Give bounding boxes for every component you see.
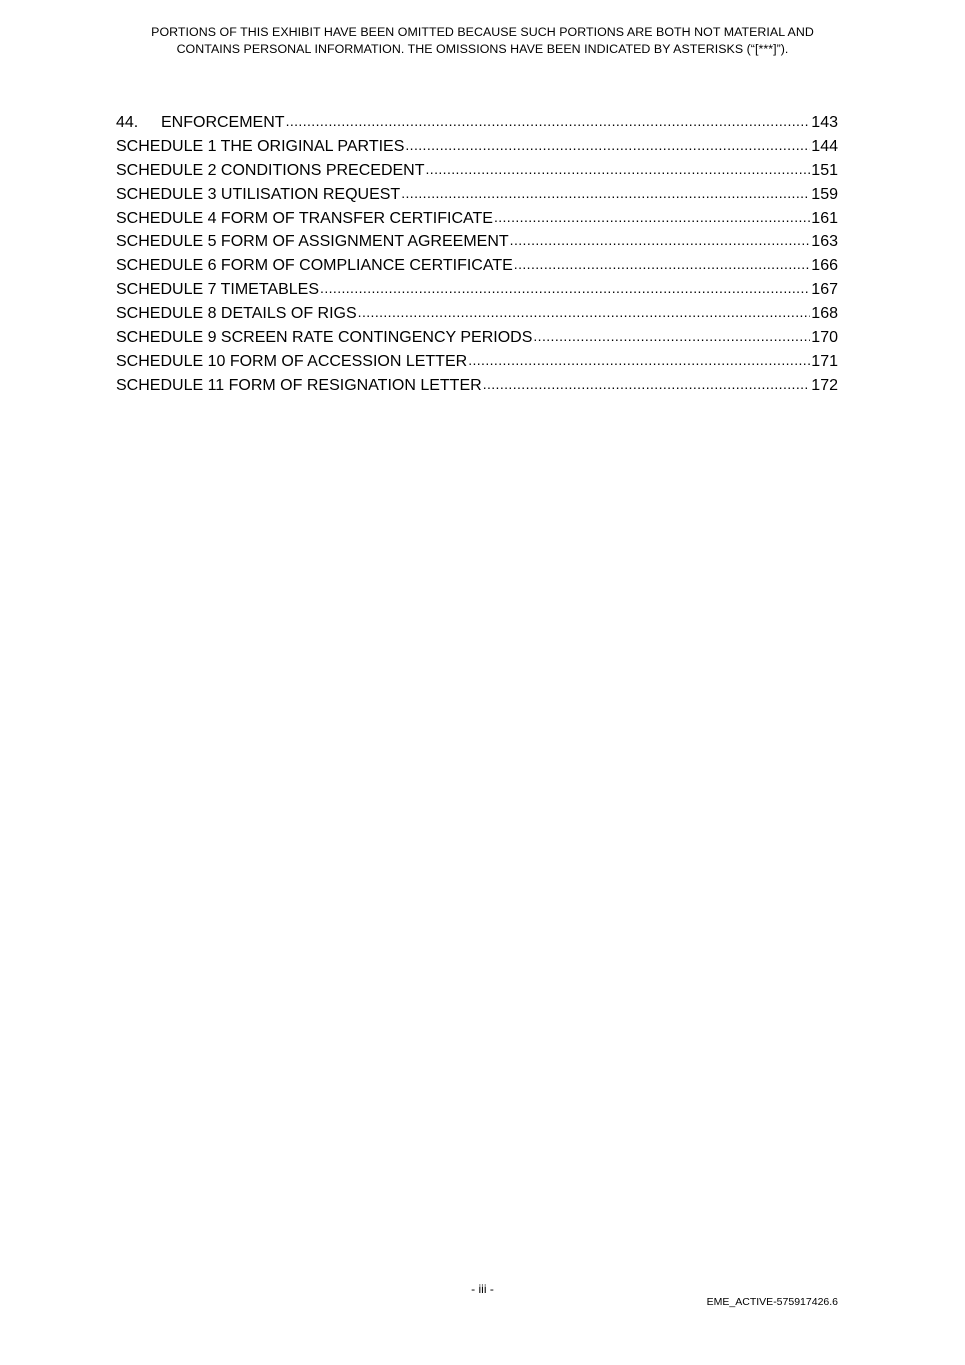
toc-entry-title: SCHEDULE 4 FORM OF TRANSFER CERTIFICATE [116,209,493,227]
redaction-notice [100,24,865,58]
table-of-contents [116,111,838,398]
toc-entry-page: 171 [811,352,838,370]
toc-entry-title: SCHEDULE 7 TIMETABLES [116,281,320,299]
toc-entry[interactable] [116,111,838,135]
toc-entry-title: SCHEDULE 6 FORM OF COMPLIANCE CERTIFICATE [116,257,513,275]
toc-entry-page: 143 [811,114,838,131]
redaction-notice-line-2: CONTAINS PERSONAL INFORMATION. THE OMISSIONS HAVE BEEN INDICATED BY ASTERISKS (“[***]”). [176,42,789,56]
toc-entry[interactable] [116,302,838,326]
toc-entry-title: SCHEDULE 5 FORM OF ASSIGNMENT AGREEMENT [116,233,509,251]
toc-entry[interactable] [116,135,838,159]
toc-entry-page: 166 [811,257,838,275]
toc-dot-leader [286,110,811,134]
toc-dot-leader [358,301,811,325]
toc-entry[interactable] [116,159,838,183]
toc-dot-leader [401,182,810,206]
toc-entry-title: ENFORCEMENT [161,114,285,131]
toc-entry-page: 168 [811,305,838,323]
toc-entry-page: 144 [811,137,838,155]
redaction-notice-line-1: PORTIONS OF THIS EXHIBIT HAVE BEEN OMITTED BECAUSE SUCH PORTIONS ARE BOTH NOT MATERIAL AND [151,25,814,39]
toc-dot-leader [494,206,810,230]
toc-entry-page: 170 [811,329,838,347]
toc-entry-page: 167 [811,281,838,299]
document-reference: EME_ACTIVE-575917426.6 [706,1296,838,1308]
toc-dot-leader [510,229,811,253]
toc-entry-title: SCHEDULE 11 FORM OF RESIGNATION LETTER [116,376,482,394]
toc-entry[interactable] [116,326,838,350]
toc-entry[interactable] [116,254,838,278]
toc-dot-leader [533,325,810,349]
toc-entry[interactable] [116,374,838,398]
toc-entry[interactable] [116,183,838,207]
toc-dot-leader [426,158,811,182]
toc-entry[interactable] [116,207,838,231]
toc-dot-leader [468,349,810,373]
toc-entry-title: SCHEDULE 3 UTILISATION REQUEST [116,185,401,203]
toc-entry-page: 163 [811,233,838,251]
toc-dot-leader [514,253,811,277]
page-number: - iii - [471,1282,494,1296]
toc-entry[interactable] [116,350,838,374]
toc-entry-title: SCHEDULE 2 CONDITIONS PRECEDENT [116,161,425,179]
toc-entry[interactable] [116,278,838,302]
toc-entry-title: SCHEDULE 9 SCREEN RATE CONTINGENCY PERIODS [116,329,533,347]
toc-entry-page: 161 [811,209,838,227]
toc-dot-leader [320,277,810,301]
toc-dot-leader [483,373,811,397]
toc-entry-page: 151 [811,161,838,179]
toc-entry[interactable] [116,230,838,254]
toc-entry-page: 172 [811,376,838,394]
toc-entry-title: SCHEDULE 10 FORM OF ACCESSION LETTER [116,352,468,370]
toc-dot-leader [405,134,810,158]
toc-entry-title: SCHEDULE 1 THE ORIGINAL PARTIES [116,137,405,155]
toc-entry-title: SCHEDULE 8 DETAILS OF RIGS [116,305,357,323]
toc-entry-number: 44. [116,114,139,131]
toc-entry-page: 159 [811,185,838,203]
